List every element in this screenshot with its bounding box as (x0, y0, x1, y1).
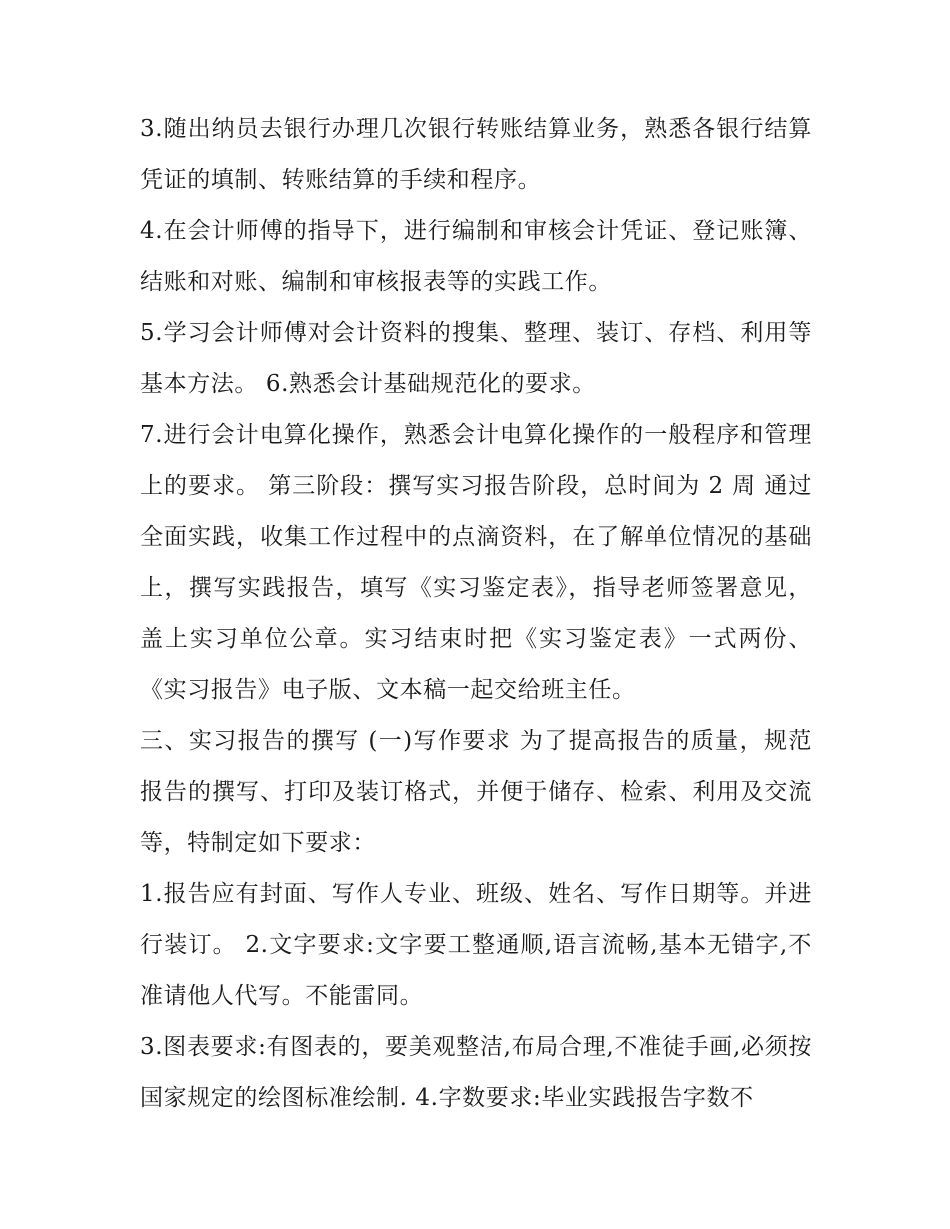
paragraph-accounting-vouchers: 4.在会计师傅的指导下，进行编制和审核会计凭证、登记账簿、结账和对账、编制和审核报表等的实践工作。 (140, 218, 812, 295)
paragraph-archiving-methods: 5.学习会计师傅对会计资料的搜集、整理、装订、存档、利用等基本方法。 6.熟悉会计基础规范化的要求。 (140, 320, 812, 397)
paragraph-cover-and-text-requirements: 1.报告应有封面、写作人专业、班级、姓名、写作日期等。并进行装订。 2.文字要求:文字要工整通顺,语言流畅,基本无错字,不准请他人代写。不能雷同。 (140, 881, 812, 1009)
paragraph-report-writing: 三、实习报告的撰写 (一)写作要求 为了提高报告的质量，规范报告的撰写、打印及装订格式，并便于储存、检索、利用及交流等，特制定如下要求： (140, 728, 812, 856)
paragraph-chart-and-length-requirements: 3.图表要求:有图表的，要美观整洁,布局合理,不准徒手画,必须按国家规定的绘图标准绘制. 4.字数要求:毕业实践报告字数不 (140, 1034, 812, 1111)
document-body (140, 104, 812, 1124)
paragraph-bank-settlement: 3.随出纳员去银行办理几次银行转账结算业务，熟悉各银行结算凭证的填制、转账结算的手续和程序。 (140, 116, 812, 193)
paragraph-computerized-accounting: 7.进行会计电算化操作，熟悉会计电算化操作的一般程序和管理上的要求。 第三阶段：撰写实习报告阶段，总时间为 2 周 通过全面实践，收集工作过程中的点滴资料，在了解单位情况的基础上，撰写实践报告，填写《实习鉴定表》，指导老师签署意见，盖上实习单位公章。实习结束时把《实习鉴定表》一式两份、《实习报告》电子版、文本稿一起交给班主任。 (140, 422, 812, 703)
